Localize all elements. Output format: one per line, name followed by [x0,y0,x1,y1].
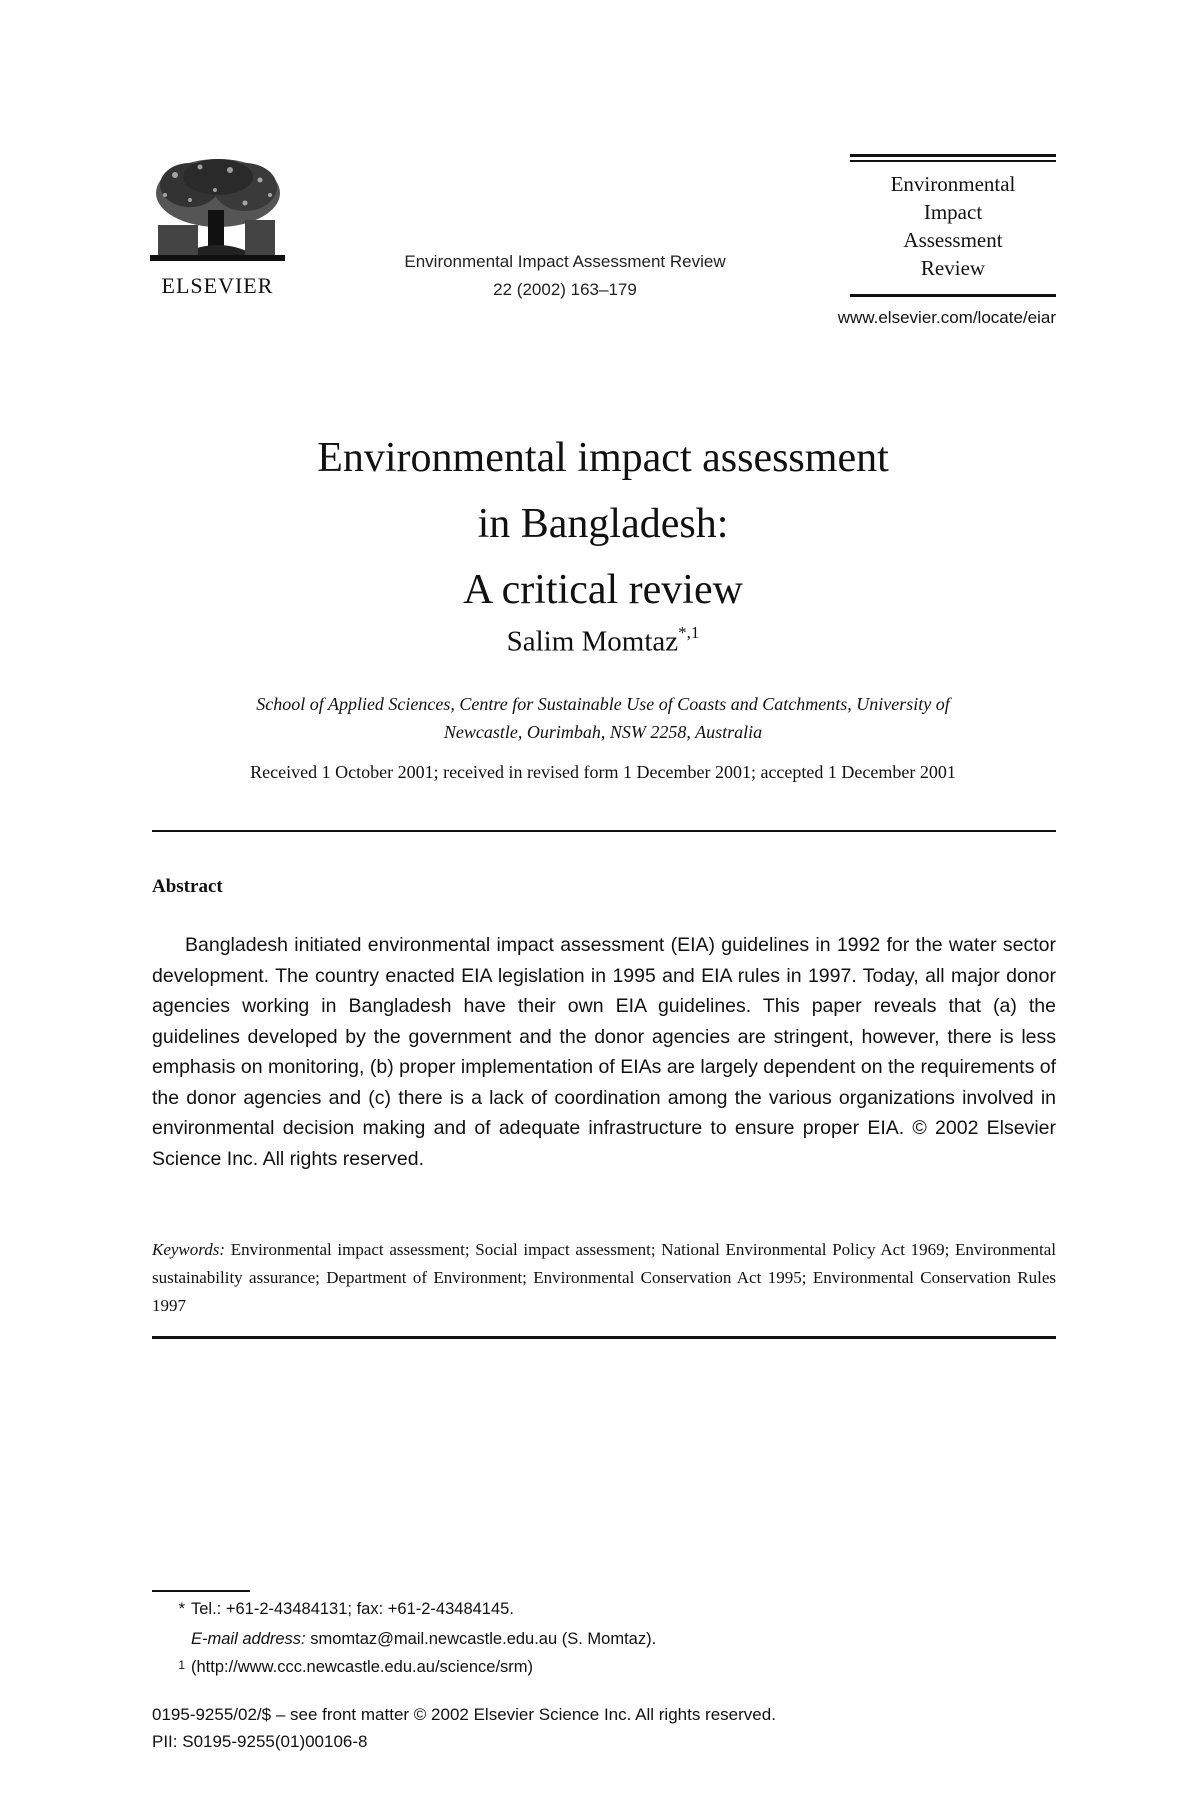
abstract-top-rule [152,830,1056,832]
publisher-name: ELSEVIER [161,273,274,298]
footnote-email [152,1630,1056,1649]
affiliation-line: School of Applied Sciences, Centre for Sustainable Use of Coasts and Catchments, University of [256,694,950,714]
affiliation-line: Newcastle, Ourimbah, NSW 2258, Australia [443,722,763,742]
footnote-url-text[interactable]: (http://www.ccc.newcastle.edu.au/science/srm) [191,1658,534,1676]
title-line: A critical review [463,567,743,613]
footnote-star-mark: * [178,1600,185,1618]
article-dates: Received 1 October 2001; received in revised form 1 December 2001; accepted 1 December 2001 [250,762,956,782]
abstract-heading: Abstract [152,876,223,897]
footnote-one-mark: 1 [178,1658,185,1672]
title-line: Environmental impact assessment [317,435,889,481]
email-address[interactable]: smomtaz@mail.newcastle.edu.au (S. Momtaz). [310,1630,657,1648]
keywords-label: Keywords: [152,1240,226,1259]
author-name: Salim Momtaz [506,625,679,658]
pii-line: PII: S0195-9255(01)00106-8 [152,1732,368,1751]
author-footnote-marks[interactable]: *,1 [678,623,700,642]
journal-name: Environmental Impact Assessment Review [404,252,726,271]
abstract-text: Bangladesh initiated environmental impact assessment (EIA) guidelines in 1992 for the water sector development. The country enacted EIA legislation in 1995 and EIA rules in 1997. Today, all major donor agencies working in Bangladesh have their own EIA guidelines. This paper reveals that (a) the guidelines developed by the government and the donor agencies are stringent, however, there is less emphasis on monitoring, (b) proper implementation of EIAs are largely dependent on the requirements of the donor agencies and (c) there is a lack of coordination among the various organizations involved in environmental decision making and of adequate infrastructure to ensure proper EIA. © 2002 Elsevier Science Inc. All rights reserved. [152,934,1056,1170]
footnote-contact [152,1600,1056,1619]
journal-citation: 22 (2002) 163–179 [493,280,637,299]
title-line: in Bangladesh: [477,501,729,547]
journal-box-line: Assessment [903,228,1003,252]
article-title [150,425,1056,623]
email-label: E-mail address: [191,1630,306,1648]
keywords-list: Environmental impact assessment; Social impact assessment; National Environmental Policy Act 1969; Environmental sustainability assurance; Department of Environment; Environmental Conservation Act 1995; Environmental Conservation Rules 1997 [152,1240,1057,1315]
abstract-bottom-rule [152,1336,1056,1339]
journal-box-line: Environmental [890,172,1016,196]
journal-box-title [850,170,1056,282]
elsevier-logo [150,155,285,300]
journal-box-top-rule [850,154,1056,157]
journal-box-top-rule-thin [850,160,1056,162]
keywords [152,1236,1056,1320]
journal-box-line: Review [920,256,986,280]
journal-url[interactable]: www.elsevier.com/locate/eiar [837,308,1056,327]
journal-box-bottom-rule [850,294,1056,297]
affiliation [150,690,1056,746]
journal-box-line: Impact [923,200,983,224]
author [150,625,1056,659]
elsevier-tree-icon [150,155,285,267]
footnote-contact-text: Tel.: +61-2-43484131; fax: +61-2-43484145. [191,1600,514,1618]
footnote-url [152,1658,1056,1677]
footnote-rule [152,1590,250,1592]
copyright-line: 0195-9255/02/$ – see front matter © 2002 Elsevier Science Inc. All rights reserved. [152,1705,776,1724]
